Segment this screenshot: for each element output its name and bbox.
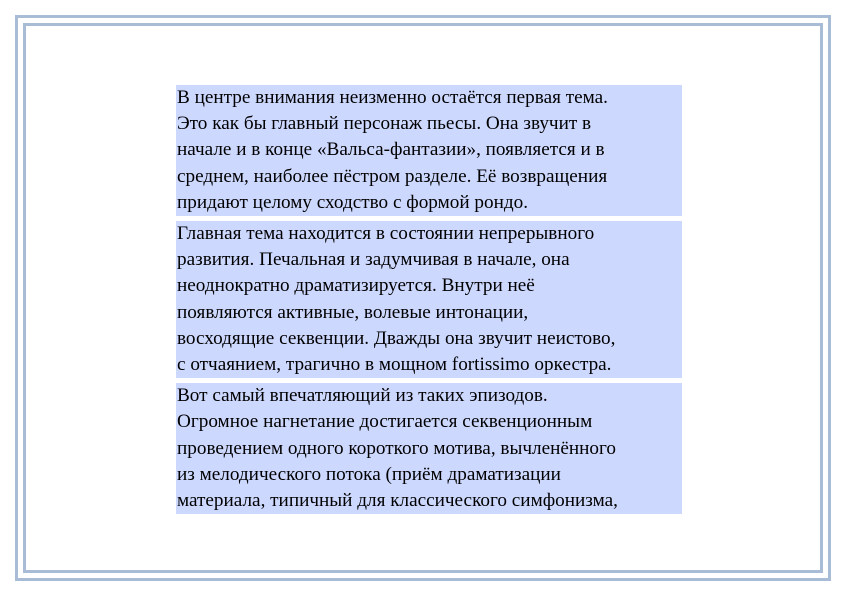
text-line: В центре внимания неизменно остаётся первая тема.	[176, 85, 682, 111]
text-line: с отчаянием, трагично в мощном fortissimo оркестра.	[176, 352, 682, 378]
text-line: восходящие секвенции. Дважды она звучит неистово,	[176, 326, 682, 352]
text-line: проведением одного короткого мотива, вычленённого	[176, 436, 682, 462]
paragraph-3	[176, 383, 682, 514]
paragraph-2	[176, 221, 682, 378]
text-line: развития. Печальная и задумчивая в начале, она	[176, 247, 682, 273]
text-line: придают целому сходство с формой рондо.	[176, 190, 682, 216]
text-line: начале и в конце «Вальса-фантазии», появляется и в	[176, 137, 682, 163]
text-line: Это как бы главный персонаж пьесы. Она звучит в	[176, 111, 682, 137]
text-line: появляются активные, волевые интонации,	[176, 300, 682, 326]
text-line: Огромное нагнетание достигается секвенционным	[176, 409, 682, 435]
text-line: материала, типичный для классического симфонизма,	[176, 488, 682, 514]
text-line: из мелодического потока (приём драматизации	[176, 462, 682, 488]
text-line: Вот самый впечатляющий из таких эпизодов.	[176, 383, 682, 409]
text-block	[176, 85, 682, 514]
text-line: среднем, наиболее пёстром разделе. Её возвращения	[176, 164, 682, 190]
paragraph-1	[176, 85, 682, 216]
text-line: Главная тема находится в состоянии непрерывного	[176, 221, 682, 247]
text-line: неоднократно драматизируется. Внутри неё	[176, 273, 682, 299]
